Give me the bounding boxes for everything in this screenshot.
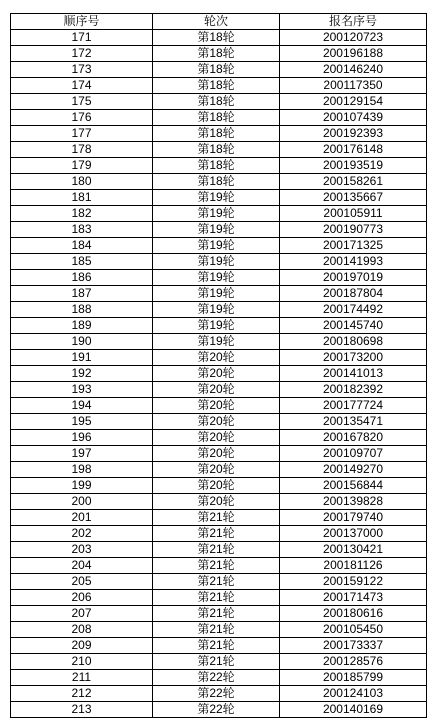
cell-round: 第21轮 — [153, 526, 280, 542]
cell-round: 第21轮 — [153, 510, 280, 526]
cell-sequence-number: 189 — [11, 318, 153, 334]
cell-round: 第20轮 — [153, 382, 280, 398]
table-row — [11, 638, 427, 654]
cell-registration-number: 200193519 — [280, 158, 427, 174]
table-row — [11, 78, 427, 94]
table-row — [11, 46, 427, 62]
header-round: 轮次 — [153, 14, 280, 30]
cell-registration-number: 200177724 — [280, 398, 427, 414]
table-row — [11, 366, 427, 382]
cell-round: 第20轮 — [153, 398, 280, 414]
cell-sequence-number: 188 — [11, 302, 153, 318]
cell-registration-number: 200187804 — [280, 286, 427, 302]
table-row — [11, 286, 427, 302]
cell-sequence-number: 197 — [11, 446, 153, 462]
cell-sequence-number: 192 — [11, 366, 153, 382]
cell-registration-number: 200129154 — [280, 94, 427, 110]
cell-round: 第19轮 — [153, 270, 280, 286]
cell-round: 第21轮 — [153, 622, 280, 638]
cell-round: 第18轮 — [153, 94, 280, 110]
cell-round: 第21轮 — [153, 638, 280, 654]
cell-registration-number: 200190773 — [280, 222, 427, 238]
table-row — [11, 302, 427, 318]
cell-registration-number: 200130421 — [280, 542, 427, 558]
cell-sequence-number: 176 — [11, 110, 153, 126]
cell-registration-number: 200149270 — [280, 462, 427, 478]
cell-registration-number: 200117350 — [280, 78, 427, 94]
cell-round: 第18轮 — [153, 30, 280, 46]
cell-sequence-number: 211 — [11, 670, 153, 686]
cell-sequence-number: 178 — [11, 142, 153, 158]
cell-round: 第19轮 — [153, 190, 280, 206]
cell-sequence-number: 185 — [11, 254, 153, 270]
cell-sequence-number: 194 — [11, 398, 153, 414]
cell-sequence-number: 175 — [11, 94, 153, 110]
table-row — [11, 622, 427, 638]
cell-registration-number: 200196188 — [280, 46, 427, 62]
table-row — [11, 158, 427, 174]
cell-sequence-number: 209 — [11, 638, 153, 654]
table-row — [11, 254, 427, 270]
cell-registration-number: 200139828 — [280, 494, 427, 510]
cell-sequence-number: 206 — [11, 590, 153, 606]
cell-sequence-number: 210 — [11, 654, 153, 670]
cell-registration-number: 200135471 — [280, 414, 427, 430]
table-row — [11, 142, 427, 158]
cell-sequence-number: 191 — [11, 350, 153, 366]
cell-round: 第21轮 — [153, 606, 280, 622]
cell-registration-number: 200158261 — [280, 174, 427, 190]
table-row — [11, 190, 427, 206]
cell-round: 第21轮 — [153, 558, 280, 574]
cell-round: 第20轮 — [153, 366, 280, 382]
cell-round: 第18轮 — [153, 142, 280, 158]
cell-sequence-number: 171 — [11, 30, 153, 46]
cell-registration-number: 200137000 — [280, 526, 427, 542]
cell-sequence-number: 195 — [11, 414, 153, 430]
cell-sequence-number: 204 — [11, 558, 153, 574]
cell-registration-number: 200141993 — [280, 254, 427, 270]
cell-registration-number: 200120723 — [280, 30, 427, 46]
cell-round: 第19轮 — [153, 206, 280, 222]
cell-round: 第18轮 — [153, 126, 280, 142]
cell-registration-number: 200124103 — [280, 686, 427, 702]
cell-registration-number: 200181126 — [280, 558, 427, 574]
cell-sequence-number: 199 — [11, 478, 153, 494]
cell-registration-number: 200107439 — [280, 110, 427, 126]
cell-sequence-number: 181 — [11, 190, 153, 206]
table-row — [11, 702, 427, 718]
cell-round: 第19轮 — [153, 286, 280, 302]
cell-registration-number: 200146240 — [280, 62, 427, 78]
table-row — [11, 446, 427, 462]
cell-sequence-number: 172 — [11, 46, 153, 62]
cell-round: 第18轮 — [153, 158, 280, 174]
cell-round: 第21轮 — [153, 574, 280, 590]
table-row — [11, 494, 427, 510]
table-row — [11, 606, 427, 622]
cell-registration-number: 200180698 — [280, 334, 427, 350]
cell-sequence-number: 187 — [11, 286, 153, 302]
cell-round: 第20轮 — [153, 350, 280, 366]
cell-round: 第20轮 — [153, 446, 280, 462]
cell-round: 第18轮 — [153, 174, 280, 190]
lottery-order-sheet — [10, 13, 426, 718]
cell-sequence-number: 198 — [11, 462, 153, 478]
cell-round: 第19轮 — [153, 222, 280, 238]
table-row — [11, 110, 427, 126]
table-row — [11, 542, 427, 558]
cell-sequence-number: 190 — [11, 334, 153, 350]
table-row — [11, 510, 427, 526]
cell-sequence-number: 186 — [11, 270, 153, 286]
cell-round: 第19轮 — [153, 318, 280, 334]
table-row — [11, 238, 427, 254]
cell-registration-number: 200167820 — [280, 430, 427, 446]
cell-registration-number: 200105450 — [280, 622, 427, 638]
table-row — [11, 526, 427, 542]
cell-round: 第19轮 — [153, 334, 280, 350]
cell-registration-number: 200171325 — [280, 238, 427, 254]
cell-sequence-number: 184 — [11, 238, 153, 254]
cell-registration-number: 200173337 — [280, 638, 427, 654]
table-row — [11, 590, 427, 606]
cell-sequence-number: 174 — [11, 78, 153, 94]
cell-round: 第22轮 — [153, 686, 280, 702]
cell-registration-number: 200180616 — [280, 606, 427, 622]
cell-round: 第19轮 — [153, 238, 280, 254]
cell-round: 第18轮 — [153, 62, 280, 78]
cell-sequence-number: 182 — [11, 206, 153, 222]
cell-registration-number: 200156844 — [280, 478, 427, 494]
cell-round: 第19轮 — [153, 302, 280, 318]
cell-round: 第20轮 — [153, 430, 280, 446]
cell-round: 第20轮 — [153, 462, 280, 478]
table-row — [11, 574, 427, 590]
cell-round: 第20轮 — [153, 478, 280, 494]
cell-round: 第21轮 — [153, 654, 280, 670]
cell-sequence-number: 208 — [11, 622, 153, 638]
cell-sequence-number: 177 — [11, 126, 153, 142]
cell-round: 第18轮 — [153, 46, 280, 62]
table-row — [11, 206, 427, 222]
cell-registration-number: 200145740 — [280, 318, 427, 334]
cell-registration-number: 200141013 — [280, 366, 427, 382]
cell-registration-number: 200159122 — [280, 574, 427, 590]
cell-sequence-number: 200 — [11, 494, 153, 510]
cell-registration-number: 200176148 — [280, 142, 427, 158]
table-row — [11, 478, 427, 494]
cell-round: 第21轮 — [153, 590, 280, 606]
cell-sequence-number: 173 — [11, 62, 153, 78]
cell-sequence-number: 196 — [11, 430, 153, 446]
cell-sequence-number: 203 — [11, 542, 153, 558]
cell-sequence-number: 180 — [11, 174, 153, 190]
table-row — [11, 398, 427, 414]
header-registration-number: 报名序号 — [280, 14, 427, 30]
cell-sequence-number: 213 — [11, 702, 153, 718]
cell-round: 第19轮 — [153, 254, 280, 270]
table-row — [11, 222, 427, 238]
table-row — [11, 382, 427, 398]
table-row — [11, 670, 427, 686]
table-row — [11, 654, 427, 670]
cell-sequence-number: 202 — [11, 526, 153, 542]
table-header-row — [11, 14, 427, 30]
cell-round: 第18轮 — [153, 110, 280, 126]
cell-registration-number: 200174492 — [280, 302, 427, 318]
cell-round: 第20轮 — [153, 414, 280, 430]
cell-round: 第22轮 — [153, 670, 280, 686]
cell-sequence-number: 183 — [11, 222, 153, 238]
table-row — [11, 430, 427, 446]
cell-registration-number: 200109707 — [280, 446, 427, 462]
table-row — [11, 30, 427, 46]
cell-round: 第20轮 — [153, 494, 280, 510]
header-sequence-number: 顺序号 — [11, 14, 153, 30]
cell-registration-number: 200185799 — [280, 670, 427, 686]
table-row — [11, 62, 427, 78]
table-row — [11, 270, 427, 286]
cell-round: 第22轮 — [153, 702, 280, 718]
table-row — [11, 686, 427, 702]
cell-sequence-number: 179 — [11, 158, 153, 174]
cell-sequence-number: 212 — [11, 686, 153, 702]
cell-sequence-number: 205 — [11, 574, 153, 590]
table-body — [11, 30, 427, 718]
cell-sequence-number: 193 — [11, 382, 153, 398]
cell-registration-number: 200173200 — [280, 350, 427, 366]
table-row — [11, 414, 427, 430]
cell-registration-number: 200135667 — [280, 190, 427, 206]
cell-sequence-number: 207 — [11, 606, 153, 622]
cell-sequence-number: 201 — [11, 510, 153, 526]
table-row — [11, 174, 427, 190]
cell-registration-number: 200105911 — [280, 206, 427, 222]
cell-round: 第21轮 — [153, 542, 280, 558]
table-row — [11, 350, 427, 366]
cell-registration-number: 200128576 — [280, 654, 427, 670]
cell-registration-number: 200182392 — [280, 382, 427, 398]
table-row — [11, 334, 427, 350]
cell-registration-number: 200140169 — [280, 702, 427, 718]
table-row — [11, 318, 427, 334]
table-row — [11, 126, 427, 142]
order-table — [10, 13, 427, 718]
table-row — [11, 558, 427, 574]
table-row — [11, 462, 427, 478]
cell-registration-number: 200197019 — [280, 270, 427, 286]
cell-registration-number: 200192393 — [280, 126, 427, 142]
cell-registration-number: 200179740 — [280, 510, 427, 526]
table-row — [11, 94, 427, 110]
cell-registration-number: 200171473 — [280, 590, 427, 606]
cell-round: 第18轮 — [153, 78, 280, 94]
